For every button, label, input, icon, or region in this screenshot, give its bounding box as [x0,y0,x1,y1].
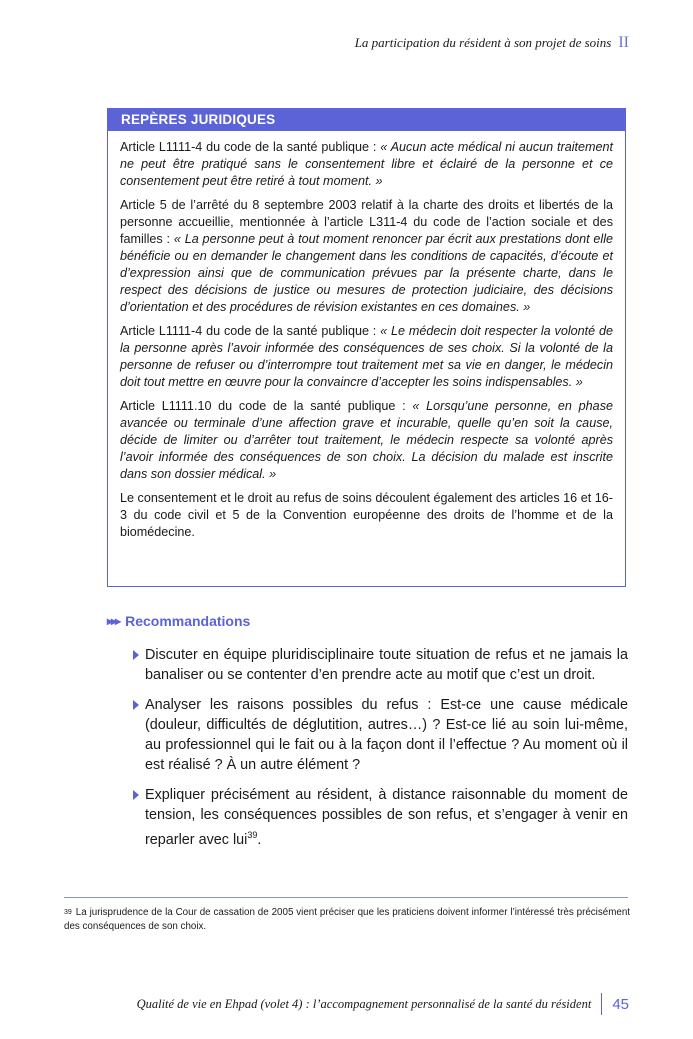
legal-paragraph: Article L1111.10 du code de la santé publique : « Lorsqu’une personne, en phase avancée ou terminale d’une affection grave et incurable, quelle qu’en soit la cause, décide de limiter ou d’arrêter tout traitement, le médecin respecte sa volonté après l’avoir informée des conséquences de son choix. La décision du malade est inscrite dans son dossier médical. » [120,399,613,481]
legal-paragraph: Article L1111-4 du code de la santé publique : « Le médecin doit respecter la volonté de la personne après l’avoir informée des conséquences de ses choix. Si la volonté de la personne de refuser ou d’interrompre tout traitement met sa vie en danger, le médecin doit tout mettre en œuvre pour la convaincre d’accepter les soins indispensables. » [120,324,614,389]
running-header [355,34,629,52]
footer-separator [601,993,602,1015]
recommendations-list [133,645,628,860]
page-footer [137,993,629,1015]
legal-paragraph: Article L1111-4 du code de la santé publique : « Aucun acte médical ni aucun traitement ne peut être pratiqué sans le consentement libre et éclairé de la personne et ce consentement peut être retiré à tout moment. » [120,140,613,188]
bullet-triangle-icon [133,650,139,660]
list-item: Discuter en équipe pluridisciplinaire toute situation de refus et ne jamais la banaliser ou se contenter d’en prendre acte au motif que c’est un droit. [133,645,628,685]
list-item: Expliquer précisément au résident, à distance raisonnable du moment de tension, les conséquences possibles de son refus, et s’engager à venir en reparler avec lui$^{39}$. [133,785,628,850]
legal-box-body [108,131,625,541]
footer-title: Qualité de vie en Ehpad (volet 4) : l’accompagnement personnalisé de la santé du résident [136,996,592,1011]
footnote [64,906,630,934]
legal-paragraph: Le consentement et le droit au refus de soins découlent également des articles 16 et 16-3 du code civil et 5 de la Convention européenne des droits de l’homme et de la biomédecine. [120,491,613,539]
bullet-triangle-icon [133,790,139,800]
legal-references-box [107,108,626,587]
footnote-number: 39 [64,909,72,916]
legal-paragraph: Article 5 de l’arrêté du 8 septembre 2003 relatif à la charte des droits et libertés de la personne accueillie, mentionnée à l’article L311-4 du code de l’action sociale et des familles : « La personne peut à tout moment renoncer par écrit aux prestations dont elle bénéficie ou en demander le changement dans les conditions de capacités, d’écoute et d’expression ainsi que de communication prévues par la présente charte, dans le respect des décisions de justice ou mesures de protection judiciaire, des décisions d’orientation et des procédures de révision existantes en ces domaines. » [120,198,614,314]
footnote-text: La jurisprudence de la Cour de cassation de 2005 vient préciser que les praticiens doivent informer l’intéressé très précisément des conséquences de son choix. [64,907,630,932]
footnote-divider [64,897,628,898]
bullet-triangle-icon [133,700,139,710]
footnote-ref[interactable]: 39 [247,830,258,840]
chapter-number: II [618,34,629,51]
legal-box-title: REPÈRES JURIDIQUES [108,109,625,131]
triple-arrow-icon: ▸▸▸ [107,614,120,628]
running-title: La participation du résident à son projet de soins [354,35,612,50]
list-item: Analyser les raisons possibles du refus : Est-ce une cause médicale (douleur, difficultés de déglutition, autres…) ? Est-ce lié au soin lui-même, au professionnel qui le fait ou à la façon dont il l’effectue ? Au moment où il est réalisé ? À un autre élément ? [133,695,628,775]
page-number: 45 [612,995,629,1013]
recommendations-title: Recommandations [125,613,251,629]
recommendations-heading [107,613,250,629]
